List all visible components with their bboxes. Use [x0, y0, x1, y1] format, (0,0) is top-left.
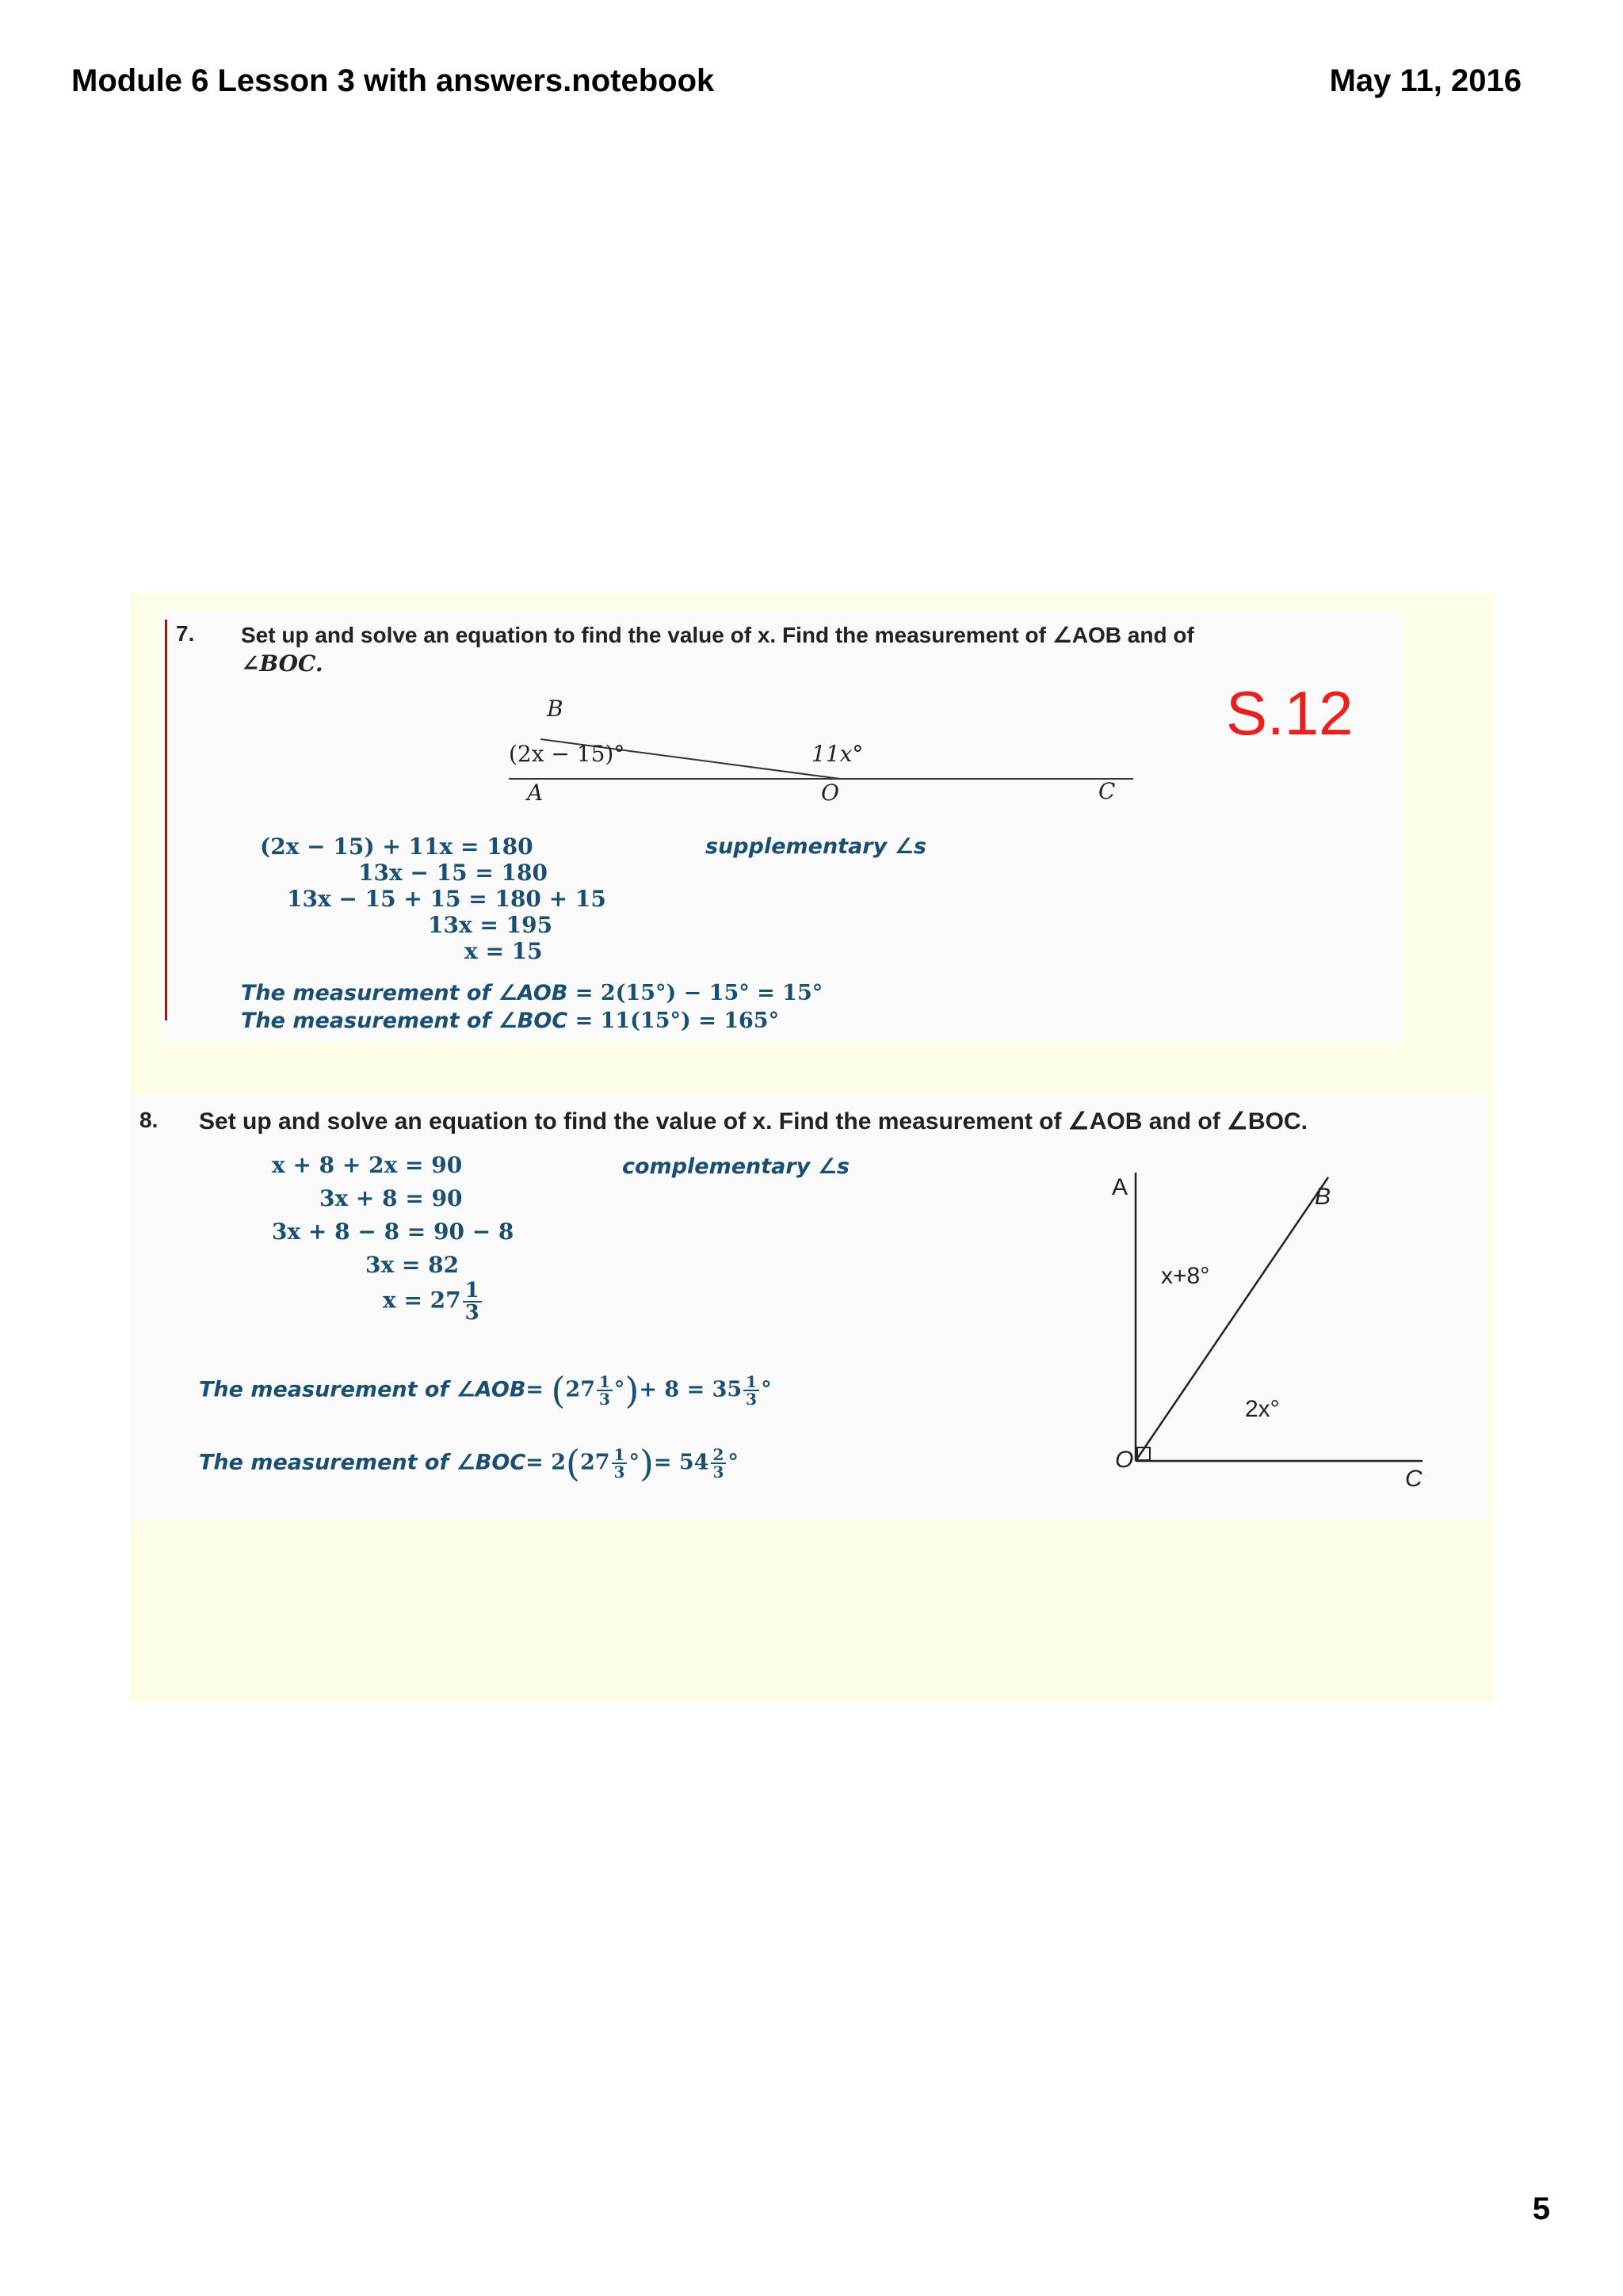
measurement-expr: = 2 — [525, 1450, 566, 1475]
problem-7-prompt-line2: ∠BOC. — [241, 650, 323, 677]
measurement-AOB — [241, 981, 823, 1005]
measurement-result: + 8 = 35 — [639, 1377, 743, 1402]
measurement-label: The measurement of ∠BOC — [241, 1009, 568, 1033]
x-value: x = 27 — [383, 1287, 461, 1314]
point-A-label: A — [1112, 1174, 1128, 1200]
point-B-label: B — [547, 696, 563, 722]
fraction-numerator: 1 — [597, 1374, 613, 1391]
fraction-denominator: 3 — [598, 1390, 610, 1409]
fraction-numerator: 1 — [463, 1280, 482, 1302]
fraction-numerator: 1 — [743, 1374, 759, 1391]
ray-OB — [1136, 1177, 1328, 1461]
problem-7-card — [160, 610, 1404, 1044]
equation-line: 3x + 8 = 90 — [319, 1185, 463, 1211]
measurement-label: The measurement of ∠BOC — [199, 1450, 526, 1475]
degree-symbol: ° — [761, 1377, 772, 1402]
fraction-denominator: 3 — [613, 1463, 625, 1482]
measurement-AOB: The measurement of ∠AOB= (27 $\frac{1}{3}$ °)+ 8 = 35 $\frac{1}{3}$ ° — [199, 1369, 772, 1412]
measurement-value: = 11(15°) = 165° — [575, 1009, 780, 1033]
problem-7-diagram — [160, 610, 1404, 1044]
measurement-whole: 27 — [579, 1450, 610, 1475]
fraction-denominator: 3 — [746, 1390, 758, 1409]
fraction-numerator: 2 — [711, 1447, 727, 1464]
point-C-label: C — [1098, 778, 1116, 804]
problem-8-card — [129, 1095, 1488, 1520]
equation-line: x + 8 + 2x = 90 — [272, 1152, 463, 1178]
measurement-value: = 2(15°) − 15° = 15° — [575, 981, 823, 1005]
measurement-expr: = — [525, 1377, 552, 1402]
reason-label: supplementary ∠s — [705, 834, 926, 859]
point-B-label: B — [1315, 1184, 1331, 1210]
measurement-label: The measurement of ∠AOB — [199, 1377, 526, 1402]
page-number: 5 — [1532, 2191, 1550, 2226]
problem-8-diagram — [129, 1095, 1488, 1520]
fraction-numerator: 1 — [612, 1447, 628, 1464]
problem-8-prompt: Set up and solve an equation to find the value of x. Find the measurement of ∠AOB and of ∠BOC. — [199, 1108, 1308, 1135]
measurement-BOC — [241, 1009, 779, 1033]
point-O-label: O — [821, 780, 839, 806]
equation-line: 13x = 195 — [428, 912, 553, 938]
document-date: May 11, 2016 — [1329, 63, 1522, 98]
fraction-denominator: 3 — [712, 1463, 724, 1482]
problem-7-number: 7. — [176, 621, 195, 646]
equation-line: 3x = 82 — [365, 1252, 460, 1278]
problem-8-number: 8. — [139, 1108, 158, 1132]
point-C-label: C — [1405, 1466, 1423, 1492]
angle-BOC-label: 2x° — [1245, 1396, 1280, 1422]
equation-line: 3x + 8 − 8 = 90 − 8 — [272, 1219, 514, 1245]
degree-symbol: ° — [628, 1450, 640, 1475]
document-title: Module 6 Lesson 3 with answers.notebook — [71, 63, 715, 98]
angle-BOC-label: 11x° — [812, 741, 864, 767]
slide-tag: S.12 — [1226, 678, 1354, 748]
degree-symbol: ° — [613, 1377, 625, 1402]
equation-line: 13x − 15 = 180 — [358, 860, 548, 886]
point-A-label: A — [527, 780, 544, 806]
angle-AOB-label: (2x − 15)° — [509, 741, 625, 767]
fraction-denominator: 3 — [464, 1301, 479, 1325]
angle-AOB-label: x+8° — [1161, 1263, 1210, 1289]
equation-line: 13x − 15 + 15 = 180 + 15 — [287, 886, 606, 912]
measurement-result: = 54 — [653, 1450, 709, 1475]
equation-line: x = 15 — [464, 938, 543, 964]
reason-label: complementary ∠s — [622, 1154, 850, 1179]
problem-7-prompt-line1: Set up and solve an equation to find the value of x. Find the measurement of ∠AOB and of — [241, 623, 1194, 647]
measurement-BOC: The measurement of ∠BOC= 2(27 $\frac{1}{3}$ °)= 54 $\frac{2}{3}$ ° — [199, 1442, 739, 1485]
degree-symbol: ° — [727, 1450, 739, 1475]
equation-line: (2x − 15) + 11x = 180 — [260, 833, 533, 860]
measurement-whole: 27 — [565, 1377, 595, 1402]
measurement-label: The measurement of ∠AOB — [241, 981, 568, 1005]
point-O-label: O — [1115, 1447, 1134, 1473]
